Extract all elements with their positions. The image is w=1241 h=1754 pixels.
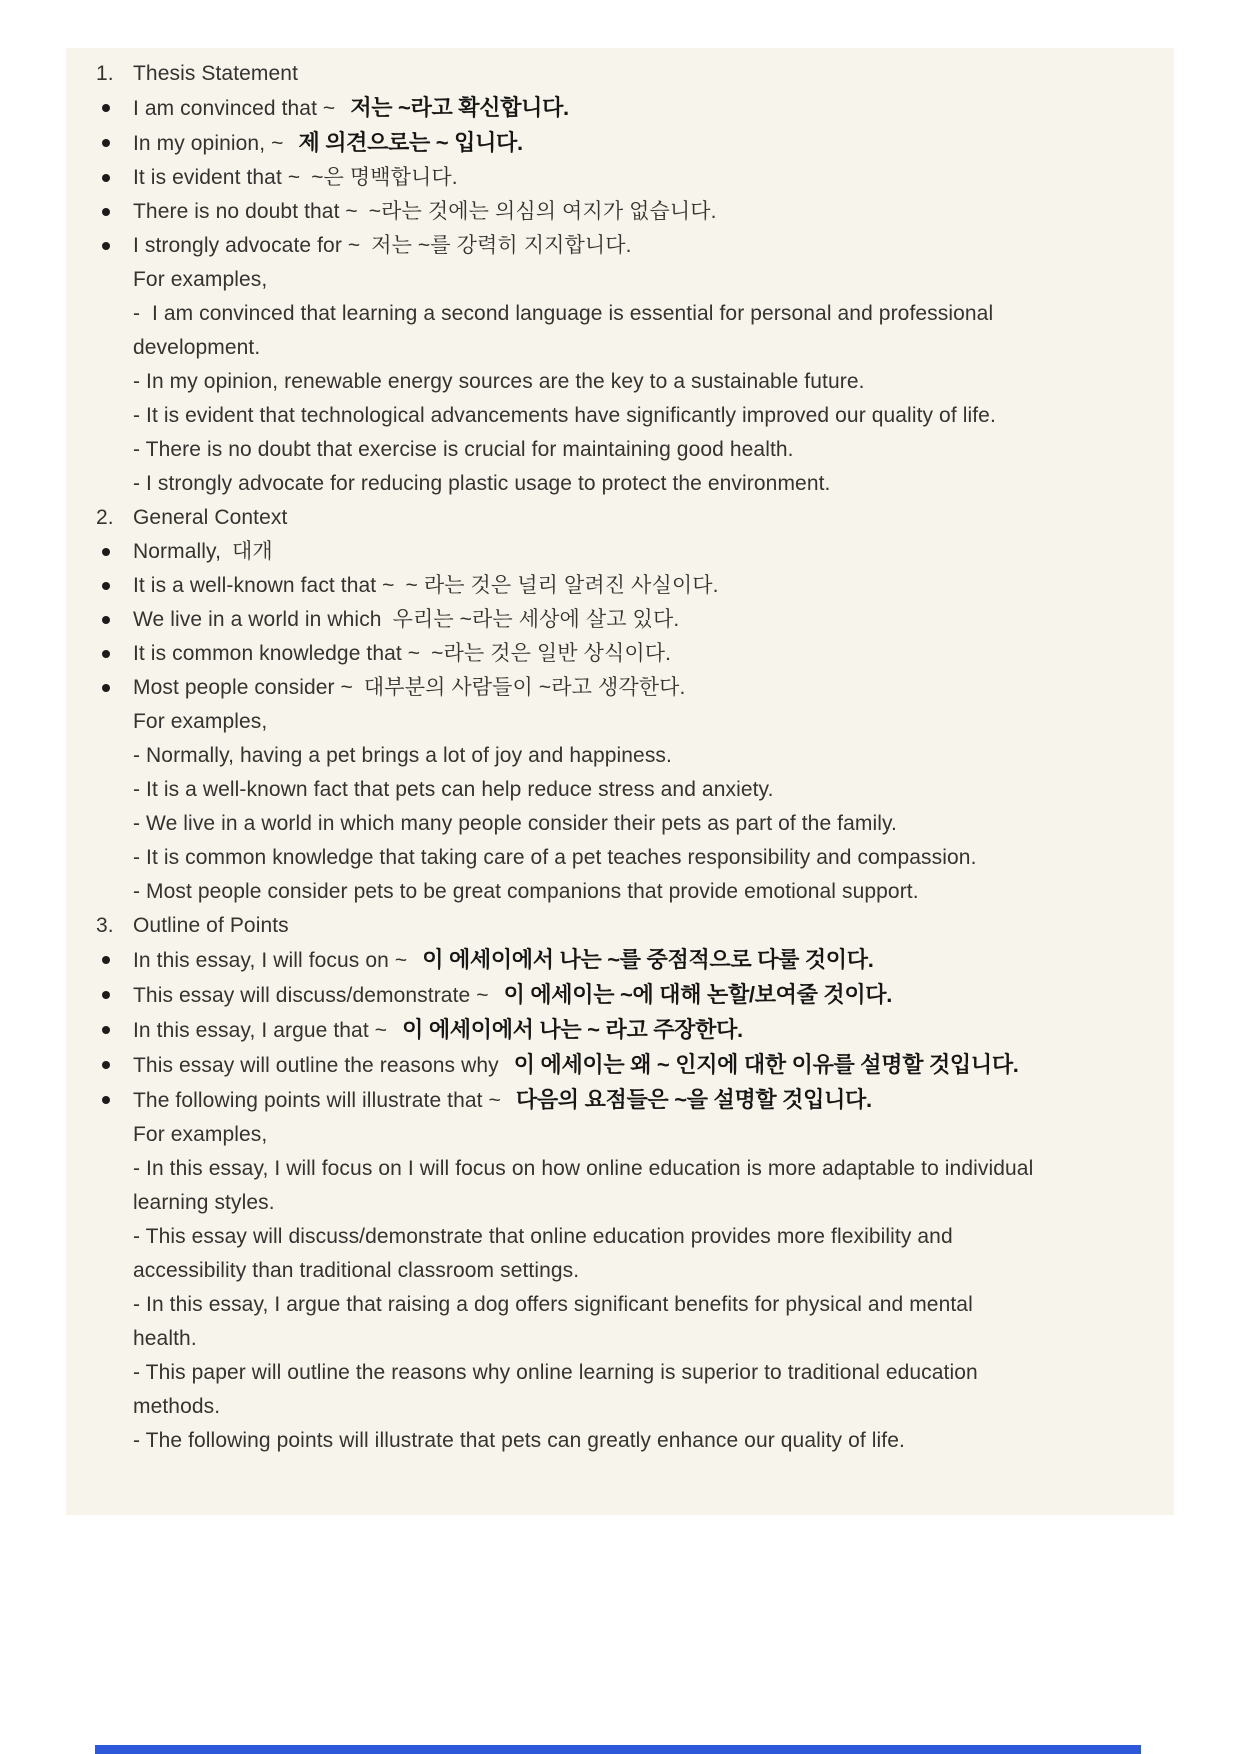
phrase-english: In this essay, I will focus on ~	[133, 949, 408, 972]
bullet-icon	[102, 1026, 110, 1034]
phrase-korean: 다음의 요점들은 ~을 설명할 것입니다.	[515, 1087, 872, 1112]
bullet-icon	[102, 139, 110, 147]
phrase-item	[133, 126, 1144, 161]
phrase-english: Most people consider ~	[133, 676, 353, 699]
section-number: 3.	[96, 914, 114, 937]
content-panel	[66, 48, 1174, 1515]
example-sentence: - It is evident that technological advancements have significantly improved our quality of life.	[133, 404, 996, 427]
example-sentence: - In this essay, I argue that raising a dog offers significant benefits for physical and mental health.	[133, 1293, 979, 1350]
phrase-korean: 저는 ~라고 확신합니다.	[350, 95, 569, 120]
phrase-english: The following points will illustrate that ~	[133, 1089, 501, 1112]
next-block-top-edge	[95, 1745, 1141, 1754]
phrase-item	[133, 1048, 1144, 1083]
phrase-item	[133, 943, 1144, 978]
bullet-icon	[102, 1096, 110, 1104]
example-sentence: - In this essay, I will focus on I will focus on how online education is more adaptable to individual learning styles.	[133, 1157, 1040, 1214]
section-title: General Context	[133, 506, 288, 529]
phrase-english: I strongly advocate for ~	[133, 234, 361, 257]
examples-label: For examples,	[133, 1123, 268, 1146]
phrase-korean: 저는 ~를 강력히 지지합니다.	[371, 234, 632, 257]
phrase-english: It is a well-known fact that ~	[133, 574, 395, 597]
section-number: 2.	[96, 506, 114, 529]
example-sentence: - This essay will discuss/demonstrate that online education provides more flexibility and accessibility than traditional classroom settings.	[133, 1225, 959, 1282]
phrase-korean: ~ 라는 것은 널리 알려진 사실이다.	[405, 574, 719, 597]
phrase-item	[133, 978, 1144, 1013]
phrase-item	[133, 569, 1144, 603]
bullet-icon	[102, 174, 110, 182]
phrase-korean: 우리는 ~라는 세상에 살고 있다.	[392, 608, 680, 631]
phrase-korean: ~라는 것에는 의심의 여지가 없습니다.	[368, 200, 717, 223]
phrase-korean: 이 에세이는 왜 ~ 인지에 대한 이유를 설명할 것입니다.	[513, 1052, 1019, 1077]
phrase-korean: 대부분의 사람들이 ~라고 생각한다.	[363, 676, 686, 699]
phrase-item	[133, 671, 1144, 705]
bullet-icon	[102, 548, 110, 556]
phrase-english: This essay will outline the reasons why	[133, 1054, 499, 1077]
section-heading	[96, 501, 1144, 535]
example-sentence: - I strongly advocate for reducing plastic usage to protect the environment.	[133, 472, 831, 495]
section-heading	[96, 909, 1144, 943]
phrase-english: Normally,	[133, 540, 222, 563]
phrase-item	[133, 195, 1144, 229]
section-title: Thesis Statement	[133, 62, 299, 85]
bullet-icon	[102, 684, 110, 692]
example-sentence: - It is a well-known fact that pets can help reduce stress and anxiety.	[133, 778, 774, 801]
phrase-english: We live in a world in which	[133, 608, 382, 631]
phrase-item	[133, 1083, 1144, 1118]
phrase-korean: 이 에세이는 ~에 대해 논할/보여줄 것이다.	[503, 982, 893, 1007]
phrase-item	[133, 161, 1144, 195]
example-sentence: - In my opinion, renewable energy sources are the key to a sustainable future.	[133, 370, 865, 393]
phrase-item	[133, 91, 1144, 126]
example-sentence: - It is common knowledge that taking care of a pet teaches responsibility and compassion.	[133, 846, 977, 869]
phrase-english: It is evident that ~	[133, 166, 301, 189]
bullet-icon	[102, 956, 110, 964]
examples-label: For examples,	[133, 710, 268, 733]
phrase-item	[133, 637, 1144, 671]
phrase-korean: 이 에세이에서 나는 ~를 중점적으로 다룰 것이다.	[422, 947, 874, 972]
phrase-korean: 이 에세이에서 나는 ~ 라고 주장한다.	[402, 1017, 743, 1042]
example-sentence: - Most people consider pets to be great companions that provide emotional support.	[133, 880, 919, 903]
example-sentence: - This paper will outline the reasons why online learning is superior to traditional education methods.	[133, 1361, 984, 1418]
bullet-icon	[102, 242, 110, 250]
section-number: 1.	[96, 62, 114, 85]
bullet-icon	[102, 208, 110, 216]
phrase-english: It is common knowledge that ~	[133, 642, 421, 665]
phrase-korean: 제 의견으로는 ~ 입니다.	[298, 130, 523, 155]
phrase-item	[133, 1013, 1144, 1048]
phrase-english: In this essay, I argue that ~	[133, 1019, 388, 1042]
bullet-icon	[102, 1061, 110, 1069]
phrase-english: This essay will discuss/demonstrate ~	[133, 984, 489, 1007]
example-sentence: - Normally, having a pet brings a lot of joy and happiness.	[133, 744, 672, 767]
phrase-item	[133, 229, 1144, 263]
phrase-korean: ~은 명백합니다.	[311, 166, 458, 189]
phrase-item	[133, 603, 1144, 637]
bullet-icon	[102, 104, 110, 112]
example-sentence: - I am convinced that learning a second language is essential for personal and professional development.	[133, 302, 1000, 359]
example-sentence: - There is no doubt that exercise is crucial for maintaining good health.	[133, 438, 794, 461]
example-sentence: - The following points will illustrate that pets can greatly enhance our quality of life.	[133, 1429, 905, 1452]
examples-label: For examples,	[133, 268, 268, 291]
phrase-english: There is no doubt that ~	[133, 200, 358, 223]
bullet-icon	[102, 650, 110, 658]
section-title: Outline of Points	[133, 914, 289, 937]
phrase-english: In my opinion, ~	[133, 132, 284, 155]
phrase-english: I am convinced that ~	[133, 97, 336, 120]
bullet-icon	[102, 582, 110, 590]
bullet-icon	[102, 991, 110, 999]
bullet-icon	[102, 616, 110, 624]
section-heading	[96, 57, 1144, 91]
phrase-korean: 대개	[232, 540, 273, 563]
phrase-korean: ~라는 것은 일반 상식이다.	[431, 642, 672, 665]
phrase-item	[133, 535, 1144, 569]
example-sentence: - We live in a world in which many people consider their pets as part of the family.	[133, 812, 897, 835]
